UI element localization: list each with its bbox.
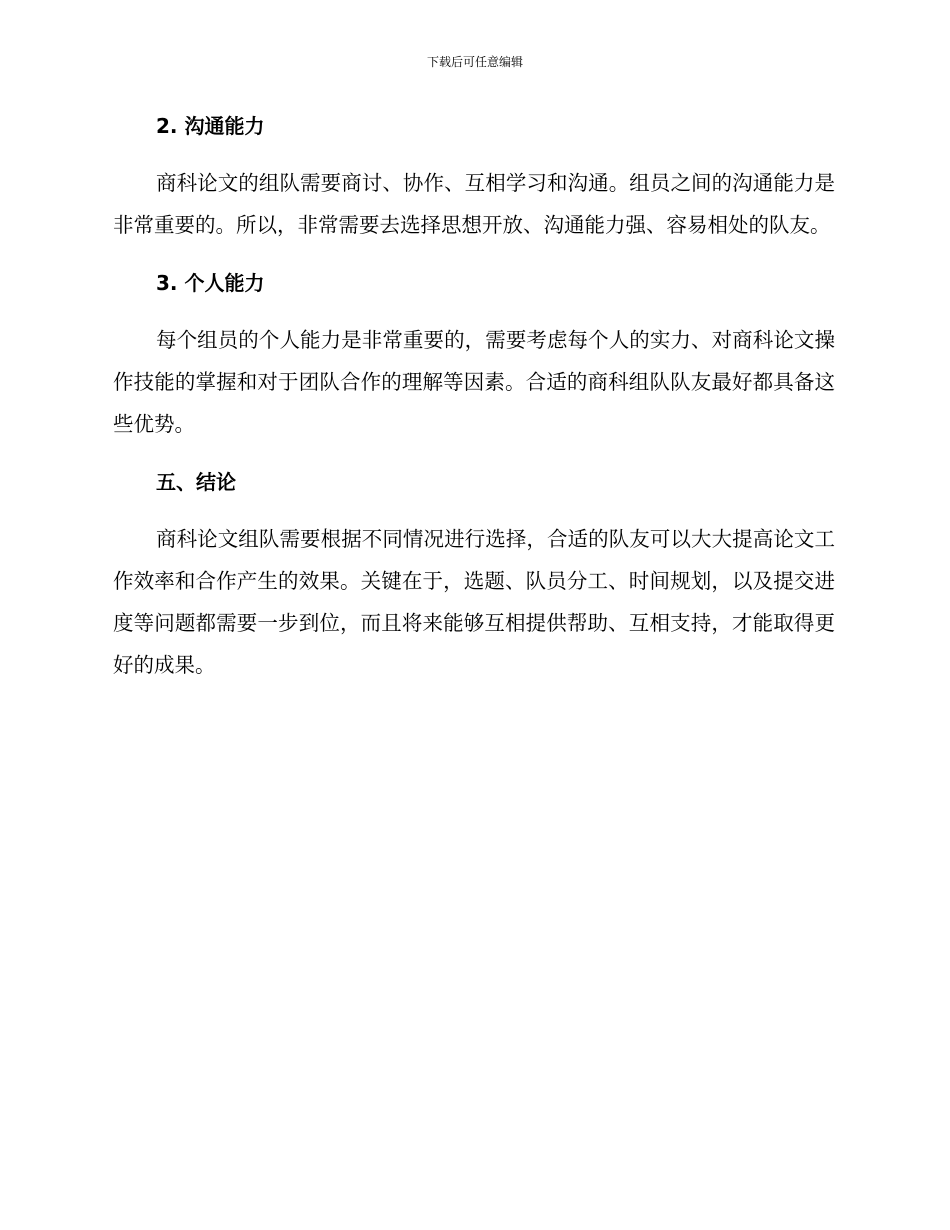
paragraph-communication: 商科论文的组队需要商讨、协作、互相学习和沟通。组员之间的沟通能力是非常重要的。所以，非常需要去选择思想开放、沟通能力强、容易相处的队友。: [113, 171, 835, 237]
page-header: 下载后可任意编辑: [426, 55, 523, 69]
paragraph-conclusion: 商科论文组队需要根据不同情况进行选择，合适的队友可以大大提高论文工作效率和合作产生的效果。关键在于，选题、队员分工、时间规划，以及提交进度等问题都需要一步到位，而且将来能够互相提供帮助、互相支持，才能取得更好的成果。: [113, 527, 835, 677]
section-heading-communication: 2. 沟通能力: [156, 114, 265, 138]
section-heading-conclusion: 五、结论: [156, 470, 236, 494]
section-heading-personal-ability: 3. 个人能力: [156, 271, 265, 295]
document-body: [113, 111, 835, 686]
paragraph-personal-ability: 每个组员的个人能力是非常重要的，需要考虑每个人的实力、对商科论文操作技能的掌握和对于团队合作的理解等因素。合适的商科组队队友最好都具备这些优势。: [113, 328, 835, 436]
